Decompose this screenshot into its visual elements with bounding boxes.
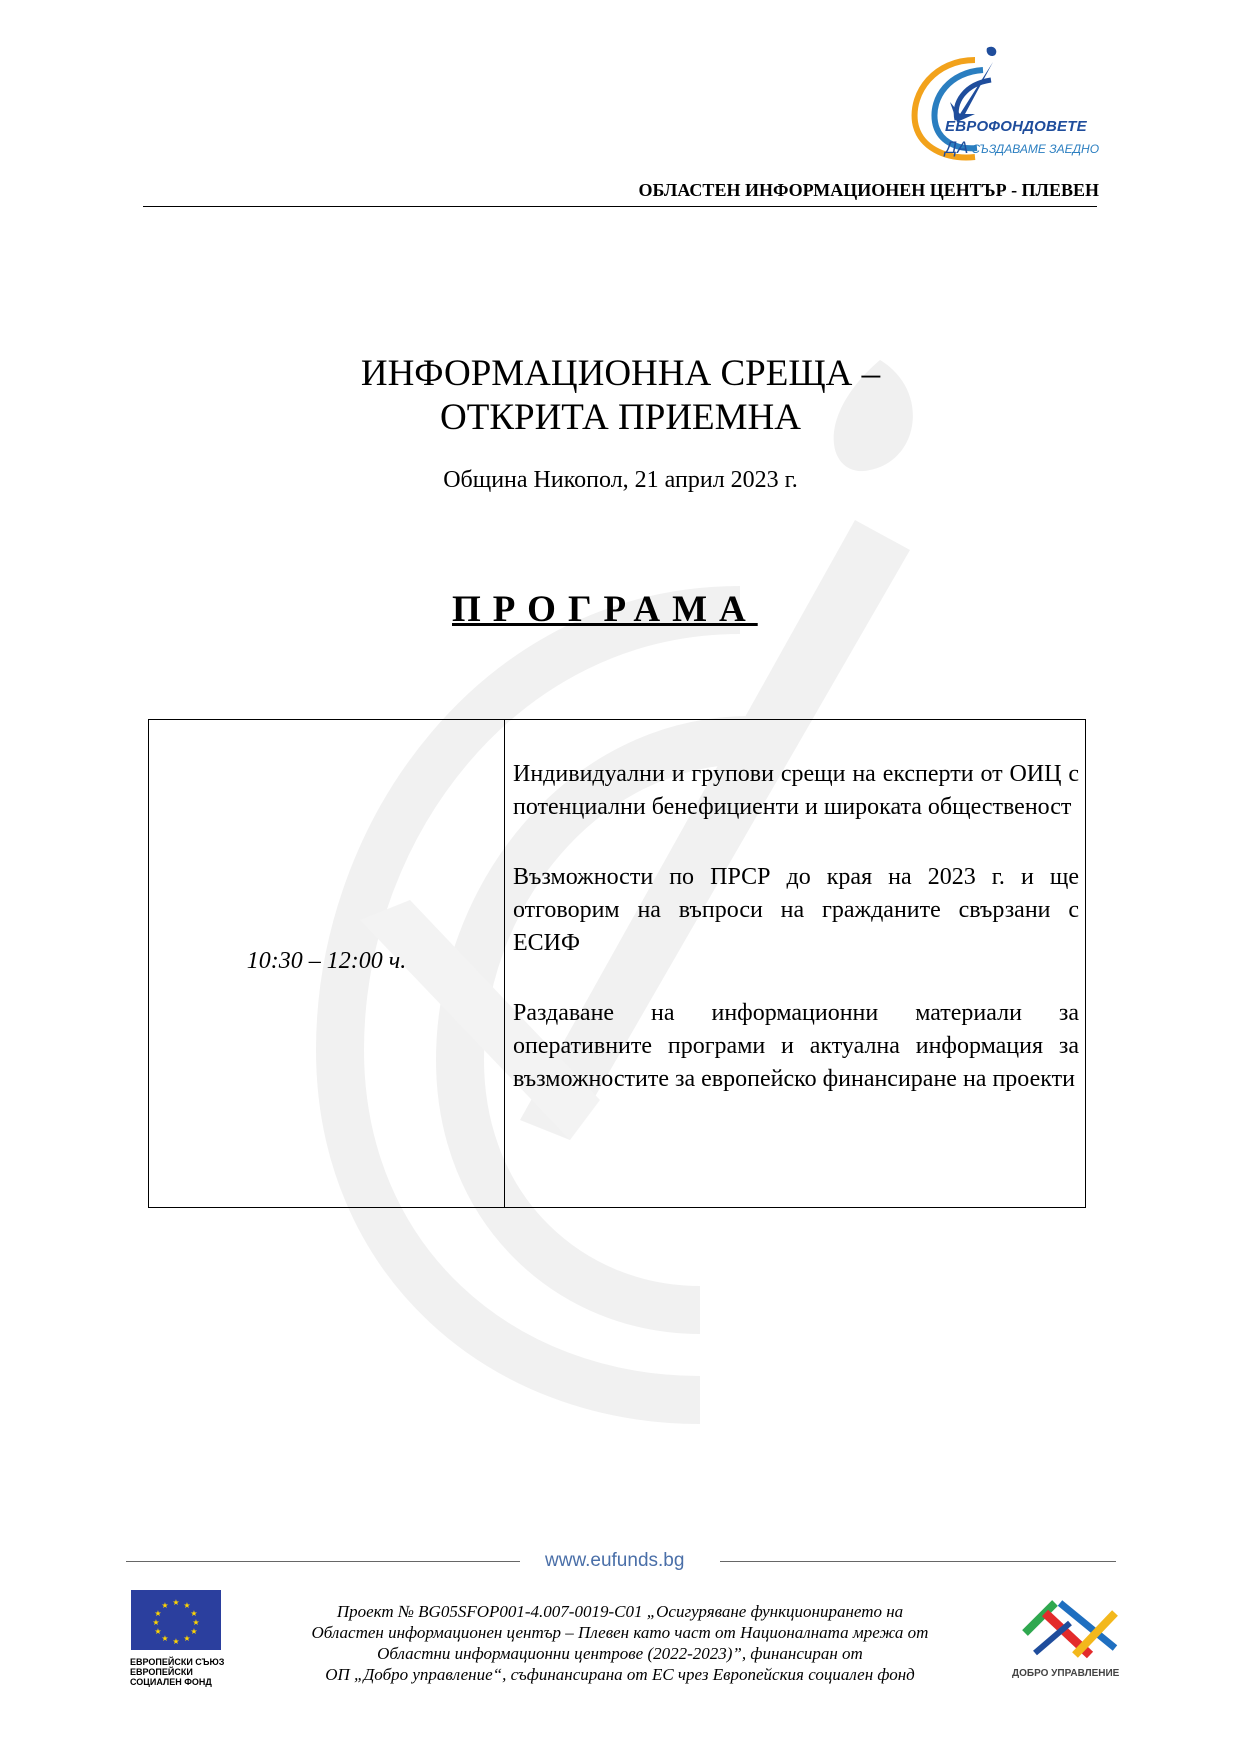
- subtitle: Община Никопол, 21 април 2023 г.: [443, 467, 798, 493]
- svg-text:★: ★: [154, 1609, 162, 1618]
- eu-label-line: ЕВРОПЕЙСКИ СЪЮЗ: [130, 1657, 225, 1667]
- project-line: Проект № BG05SFOP001-4.007-0019-C01 „Осигуряване функционирането на: [336, 1602, 904, 1621]
- project-line: ОП „Добро управление“, съфинансирана от ЕС чрез Европейския социален фонд: [325, 1665, 915, 1684]
- svg-text:★: ★: [152, 1618, 160, 1627]
- column-divider: [504, 720, 505, 1207]
- footer-divider-left: [126, 1561, 520, 1562]
- program-table: [148, 719, 1086, 1208]
- svg-text:★: ★: [190, 1609, 198, 1618]
- eu-label-line: СОЦИАЛЕН ФОНД: [130, 1677, 212, 1687]
- program-item: Индивидуални и групови срещи на експерти от ОИЦ с потенциални бенефициенти и широката общественост: [513, 761, 1079, 820]
- eu-flag-icon: [131, 1590, 221, 1650]
- svg-text:★: ★: [154, 1627, 162, 1636]
- project-line: Областен информационен център – Плевен като част от Националната мрежа от: [311, 1623, 929, 1642]
- svg-text:★: ★: [161, 1601, 169, 1610]
- header-divider: [143, 206, 1097, 207]
- good-governance-label: ДОБРО УПРАВЛЕНИЕ: [1012, 1668, 1120, 1679]
- svg-text:★: ★: [161, 1634, 169, 1643]
- program-item: Раздаване на информационни материали за оперативните програми и актуална информация за възможностите за европейско финансиране на проекти: [513, 1000, 1079, 1092]
- program-heading: ПРОГРАМА: [452, 589, 758, 630]
- project-line: Областни информационни центрове (2022-2023)”, финансиран от: [377, 1644, 863, 1663]
- svg-text:★: ★: [172, 1598, 180, 1607]
- svg-text:★: ★: [183, 1601, 191, 1610]
- program-items: [513, 758, 1079, 1133]
- time-slot: 10:30 – 12:00 ч.: [246, 948, 407, 974]
- eu-label-line: ЕВРОПЕЙСКИ: [130, 1667, 193, 1677]
- logo-slogan: [945, 138, 1099, 158]
- logo-slogan-da: ДА: [945, 138, 969, 157]
- logo-slogan-rest: СЪЗДАВАМЕ ЗАЕДНО: [971, 142, 1100, 156]
- eu-label: [130, 1657, 240, 1687]
- good-governance-logo: [1015, 1593, 1125, 1659]
- svg-text:★: ★: [172, 1637, 180, 1646]
- organization-name: ОБЛАСТЕН ИНФОРМАЦИОНЕН ЦЕНТЪР - ПЛЕВЕН: [638, 180, 1099, 200]
- program-item: Възможности по ПРСР до края на 2023 г. и ще отговорим на въпроси на гражданите свързани с ЕСИФ: [513, 864, 1079, 956]
- svg-text:★: ★: [190, 1627, 198, 1636]
- svg-text:★: ★: [183, 1634, 191, 1643]
- title-line-2: ОТКРИТА ПРИЕМНА: [440, 397, 801, 438]
- project-description: [270, 1601, 970, 1685]
- title-line-1: ИНФОРМАЦИОННА СРЕЩА –: [360, 353, 881, 394]
- footer-divider-right: [720, 1561, 1116, 1562]
- logo-name: ЕВРОФОНДОВЕТЕ: [945, 118, 1087, 135]
- footer-url[interactable]: www.eufunds.bg: [545, 1550, 685, 1571]
- svg-text:★: ★: [192, 1618, 200, 1627]
